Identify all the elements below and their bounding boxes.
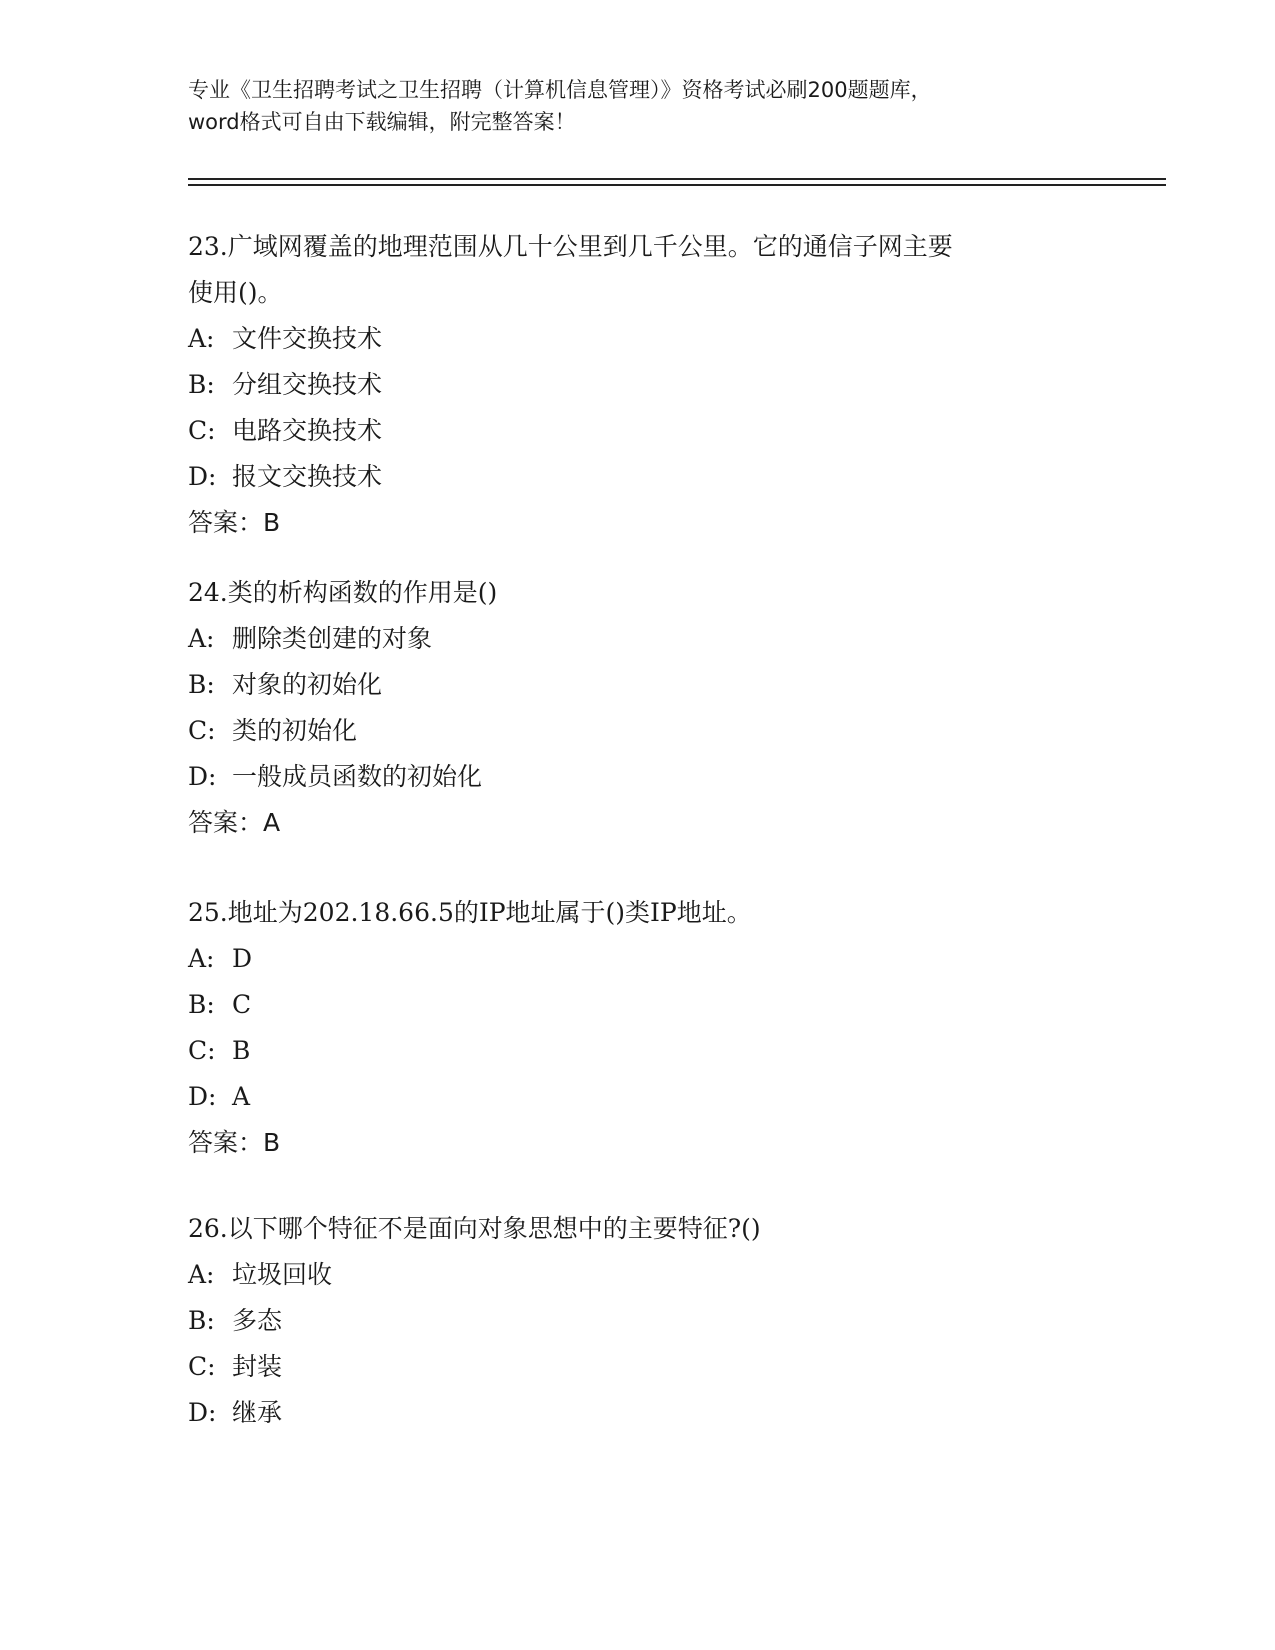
option-letter: C: (188, 716, 216, 745)
option-text: 对象的初始化 (232, 670, 383, 699)
option-text: B (232, 1036, 251, 1065)
option-letter: A: (188, 624, 215, 653)
question-text-line: 25.地址为202.18.66.5的IP地址属于()类IP地址。 (188, 898, 752, 927)
option-a (188, 316, 1088, 362)
option-a (188, 616, 1088, 662)
question-text-line: 23.广域网覆盖的地理范围从几十公里到几千公里。它的通信子网主要 (188, 232, 953, 261)
option-b (188, 362, 1088, 408)
answer-line: 答案：A (188, 808, 281, 837)
option-letter: D: (188, 1398, 217, 1427)
option-text: D (232, 944, 253, 973)
option-a (188, 1252, 1088, 1298)
option-a (188, 936, 1088, 982)
option-letter: A: (188, 1260, 215, 1289)
option-d (188, 1390, 1088, 1436)
question-text-line: 26.以下哪个特征不是面向对象思想中的主要特征?() (188, 1214, 761, 1243)
option-text: A (232, 1082, 251, 1111)
option-letter: D: (188, 762, 217, 791)
document-header (188, 74, 1088, 138)
option-b (188, 662, 1088, 708)
option-text: 一般成员函数的初始化 (232, 762, 483, 791)
option-d (188, 454, 1088, 500)
option-d (188, 754, 1088, 800)
header-title-line-1: 专业《卫生招聘考试之卫生招聘（计算机信息管理）》资格考试必刷200题题库， (188, 78, 932, 102)
option-text: 分组交换技术 (232, 370, 383, 399)
option-letter: B: (188, 1306, 215, 1335)
option-b (188, 982, 1088, 1028)
option-letter: B: (188, 990, 215, 1019)
question-24 (188, 570, 1088, 846)
option-letter: B: (188, 670, 215, 699)
option-letter: A: (188, 324, 215, 353)
option-text: 继承 (232, 1398, 283, 1427)
option-text: 删除类创建的对象 (232, 624, 433, 653)
option-b (188, 1298, 1088, 1344)
option-text: 类的初始化 (232, 716, 358, 745)
header-title-line-2: word格式可自由下载编辑，附完整答案！ (188, 110, 576, 134)
option-letter: B: (188, 370, 215, 399)
question-text-line: 24.类的析构函数的作用是() (188, 578, 498, 607)
question-text-line: 使用()。 (188, 278, 283, 307)
option-text: 垃圾回收 (232, 1260, 333, 1289)
option-letter: C: (188, 1352, 216, 1381)
option-text: 报文交换技术 (232, 462, 383, 491)
header-divider-bottom (188, 184, 1166, 186)
option-text: 电路交换技术 (232, 416, 383, 445)
answer-line: 答案：B (188, 1128, 281, 1157)
answer-line: 答案：B (188, 508, 281, 537)
option-c (188, 408, 1088, 454)
option-text: 文件交换技术 (232, 324, 383, 353)
option-letter: A: (188, 944, 215, 973)
option-text: 封装 (232, 1352, 283, 1381)
question-23 (188, 224, 1088, 546)
option-c (188, 1028, 1088, 1074)
question-25 (188, 890, 1088, 1166)
option-d (188, 1074, 1088, 1120)
header-divider-top (188, 178, 1166, 180)
option-letter: C: (188, 416, 216, 445)
option-c (188, 1344, 1088, 1390)
option-letter: D: (188, 1082, 217, 1111)
option-letter: D: (188, 462, 217, 491)
option-text: C (232, 990, 252, 1019)
option-text: 多态 (232, 1306, 283, 1335)
question-26 (188, 1206, 1088, 1436)
option-c (188, 708, 1088, 754)
option-letter: C: (188, 1036, 216, 1065)
